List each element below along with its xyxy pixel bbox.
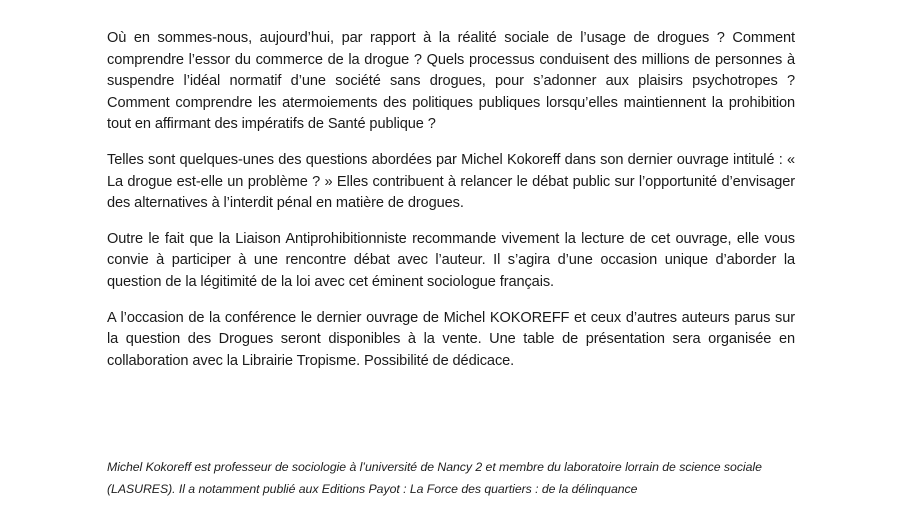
author-biography-note: Michel Kokoreff est professeur de sociologie à l’université de Nancy 2 et membre du laboratoire lorrain de science sociale (LASURES). Il a notamment publié aux Editions Payot : La Force des quartiers : de la délinquance: [107, 460, 762, 496]
paragraph-invitation: Outre le fait que la Liaison Antiprohibitionniste recommande vivement la lecture de cet ouvrage, elle vous convie à participer à une rencontre débat avec l’auteur. Il s’agira d’une occasion unique d’aborder la question de la légitimité de la loi avec cet éminent sociologue français.: [107, 230, 795, 290]
paragraph-book-presentation: Telles sont quelques-unes des questions abordées par Michel Kokoreff dans son dernier ouvrage intitulé : « La drogue est-elle un problème ? » Elles contribuent à relancer le débat public sur l’opportunité d’envisager des alternatives à l’interdit pénal en matière de drogues.: [107, 151, 795, 212]
document-body: [107, 28, 795, 372]
paragraph-intro-questions: Où en sommes-nous, aujourd’hui, par rapport à la réalité sociale de l’usage de drogues ? Comment comprendre l’essor du commerce de la drogue ? Quels processus conduisent des millions de personnes à suspendre l’idéal normatif d’une société sans drogues, pour s’adonner aux plaisirs psychotropes ? Comment comprendre les atermoiements des politiques publiques lorsqu’elles maintiennent la prohibition tout en affirmant des impératifs de Santé publique ?: [107, 30, 795, 133]
paragraph-book-sale: A l’occasion de la conférence le dernier ouvrage de Michel KOKOREFF et ceux d’autres auteurs parus sur la question des Drogues seront disponibles à la vente. Une table de présentation sera organisée en collaboration avec la Librairie Tropisme. Possibilité de dédicace.: [107, 309, 795, 369]
